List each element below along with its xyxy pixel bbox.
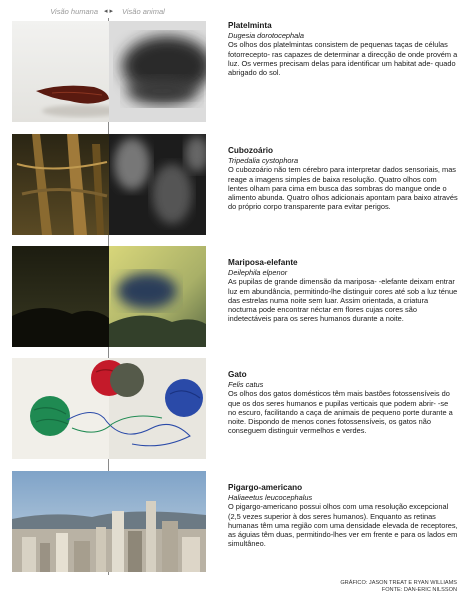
animal-vision-label: Visão animal [122,7,165,16]
scientific-name: Dugesia dorotocephala [228,31,305,40]
human-vision-label: Visão humana [50,7,98,16]
animal-text-block [228,21,458,77]
animal-description: Os olhos dos gatos domésticos têm mais bastões fotossensíveis do que os dos seres humanos e pupilas verticais que podem abrir- -se no escuro, facilitando a caça de animais de pequeno porte durante a noite. Dispondo de menos cones fotossensíveis, os gatos não conseguem distinguir vermelhos e verdes. [228,389,453,436]
source-credit: FONTE: DAN-ERIC NILSSON [381,587,457,593]
animal-text-block [228,258,458,324]
cat-comparison-image [12,358,206,459]
animal-text-block [228,370,458,436]
animal-name: Mariposa-elefante [228,258,298,267]
animal-description: As pupilas de grande dimensão da mariposa- -elefante deixam entrar luz em abundância, permitindo-lhe distinguir cores até sob a luz ténue das estrelas numa noite sem luar. Assim orientada, a criatura nocturna pode encontrar néctar em flores cujas cores são indetectáveis para os seres humanos durante a noite. [228,277,458,324]
scientific-name: Deilephila elpenor [228,268,288,277]
animal-name: Cubozoário [228,146,274,155]
scientific-name: Felis catus [228,380,264,389]
split-arrows-icon: ◂ ▸ [104,8,113,15]
credits [340,580,457,594]
animal-text-block [228,146,458,212]
flatworm-comparison-image [12,21,206,122]
animal-description: Os olhos dos platelmintas consistem de pequenas taças de células fotorrecepto- ras capazes de determinar a direcção de onde provém a luz. Os vermes precisam delas para identificar um habitat ade- quado abrigado do sol. [228,40,458,78]
vision-comparison-header [12,7,206,19]
graphic-credit: GRÁFICO: JASON TREAT E RYAN WILLIAMS [340,580,457,586]
elephant-hawk-moth-comparison-image [12,246,206,347]
animal-name: Gato [228,370,247,379]
scientific-name: Tripedalia cystophora [228,156,299,165]
animal-description: O cubozoário não tem cérebro para interpretar dados sensoriais, mas reage a imagens simples de baixa resolução. Quatro olhos com lentes olham para cima em busca das sombras do mangue onde o alimento abunda. Quatro olhos adicionais apontam para baixo através do próprio corpo transparente para evitar perigos. [228,165,458,212]
scientific-name: Haliaeetus leucocephalus [228,493,313,502]
bald-eagle-comparison-image [12,471,206,572]
animal-text-block [228,483,458,549]
box-jellyfish-comparison-image [12,134,206,235]
animal-name: Platelminta [228,21,272,30]
animal-name: Pigargo-americano [228,483,303,492]
animal-description: O pigargo-americano possui olhos com uma resolução excepcional (2,5 vezes superior à dos seres humanos). Enquanto as retinas humanas têm uma região com uma densidade elevada de receptores, as águias têm duas, permitindo-lhes ver em frente e para os lados em simultâneo. [228,502,458,549]
